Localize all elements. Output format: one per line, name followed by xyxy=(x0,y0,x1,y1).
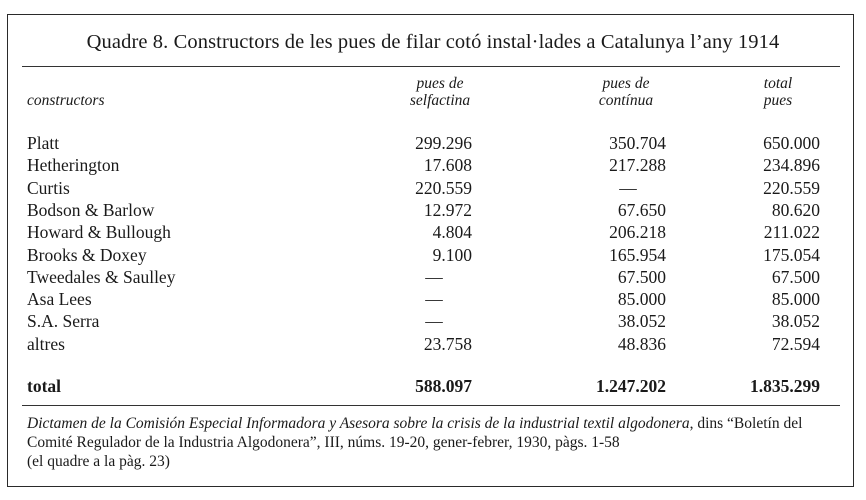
table-title: Quadre 8. Constructors de les pues de filar cotó instal·lades a Catalunya l’any 1914 xyxy=(86,31,780,53)
cell-total: 234.896 xyxy=(763,155,820,176)
cell-selfactina: 23.758 xyxy=(423,333,472,354)
total-continua: 1.247.202 xyxy=(596,376,666,396)
header-continua xyxy=(566,75,686,109)
cell-continua: — xyxy=(619,177,637,198)
bottom-rule xyxy=(22,405,840,406)
source-rest-2: (el quadre a la pàg. 23) xyxy=(27,453,170,470)
header-continua-line1: pues de xyxy=(602,75,650,92)
cell-selfactina: — xyxy=(425,311,443,332)
row-constructor-name: Hetherington xyxy=(27,155,120,176)
header-constructors: constructors xyxy=(27,92,105,109)
header-selfactina-line2: selfactina xyxy=(409,92,471,109)
cell-total: 211.022 xyxy=(763,222,820,243)
cell-continua: 85.000 xyxy=(617,289,666,310)
cell-selfactina: 12.972 xyxy=(423,199,472,220)
cell-total: 72.594 xyxy=(771,333,820,354)
row-constructor-name: Asa Lees xyxy=(27,289,92,310)
cell-selfactina: — xyxy=(425,266,443,287)
cell-continua: 206.218 xyxy=(609,222,666,243)
row-constructor-name: S.A. Serra xyxy=(27,311,100,332)
cell-total: 85.000 xyxy=(771,289,820,310)
cell-selfactina: 4.804 xyxy=(432,222,472,243)
source-italic: Dictamen de la Comisión Especial Informadora y Asesora sobre la crisis de la industrial textil algodonera xyxy=(27,415,690,432)
top-rule xyxy=(22,66,840,67)
cell-total: 175.054 xyxy=(763,244,820,265)
source-note xyxy=(27,414,842,471)
cell-continua: 67.650 xyxy=(617,199,666,220)
cell-continua: 38.052 xyxy=(617,311,666,332)
cell-continua: 217.288 xyxy=(609,155,666,176)
row-constructor-name: Platt xyxy=(27,133,60,153)
cell-continua: 350.704 xyxy=(609,133,666,153)
header-total-line2: pues xyxy=(763,92,793,109)
cell-total: 80.620 xyxy=(771,199,820,220)
header-total xyxy=(718,75,838,109)
cell-total: 220.559 xyxy=(763,177,820,198)
cell-continua: 48.836 xyxy=(617,333,666,354)
total-label: total xyxy=(27,376,62,396)
row-constructor-name: Brooks & Doxey xyxy=(27,244,147,265)
cell-selfactina: 299.296 xyxy=(415,133,472,153)
header-continua-line2: contínua xyxy=(598,92,654,109)
header-total-line1: total xyxy=(763,75,793,92)
row-constructor-name: Howard & Bullough xyxy=(27,222,171,243)
cell-total: 650.000 xyxy=(763,133,820,153)
cell-selfactina: 17.608 xyxy=(423,155,472,176)
total-total: 1.835.299 xyxy=(750,376,820,396)
source-rest-1: , dins “Boletín del Comité Regulador de la Industria Algodonera”, III, núms. 19-20, gener-febrer, 1930, pàgs. 1-58 xyxy=(27,415,803,451)
row-constructor-name: Tweedales & Saulley xyxy=(27,266,176,287)
total-selfactina: 588.097 xyxy=(415,376,472,396)
row-constructor-name: Bodson & Barlow xyxy=(27,199,155,220)
cell-selfactina: — xyxy=(425,289,443,310)
cell-continua: 67.500 xyxy=(617,266,666,287)
row-constructor-name: Curtis xyxy=(27,177,70,198)
cell-total: 67.500 xyxy=(771,266,820,287)
cell-selfactina: 220.559 xyxy=(415,177,472,198)
header-selfactina-line1: pues de xyxy=(416,75,464,92)
row-constructor-name: altres xyxy=(27,333,65,354)
cell-total: 38.052 xyxy=(771,311,820,332)
header-selfactina xyxy=(380,75,500,109)
cell-selfactina: 9.100 xyxy=(432,244,472,265)
cell-continua: 165.954 xyxy=(609,244,666,265)
